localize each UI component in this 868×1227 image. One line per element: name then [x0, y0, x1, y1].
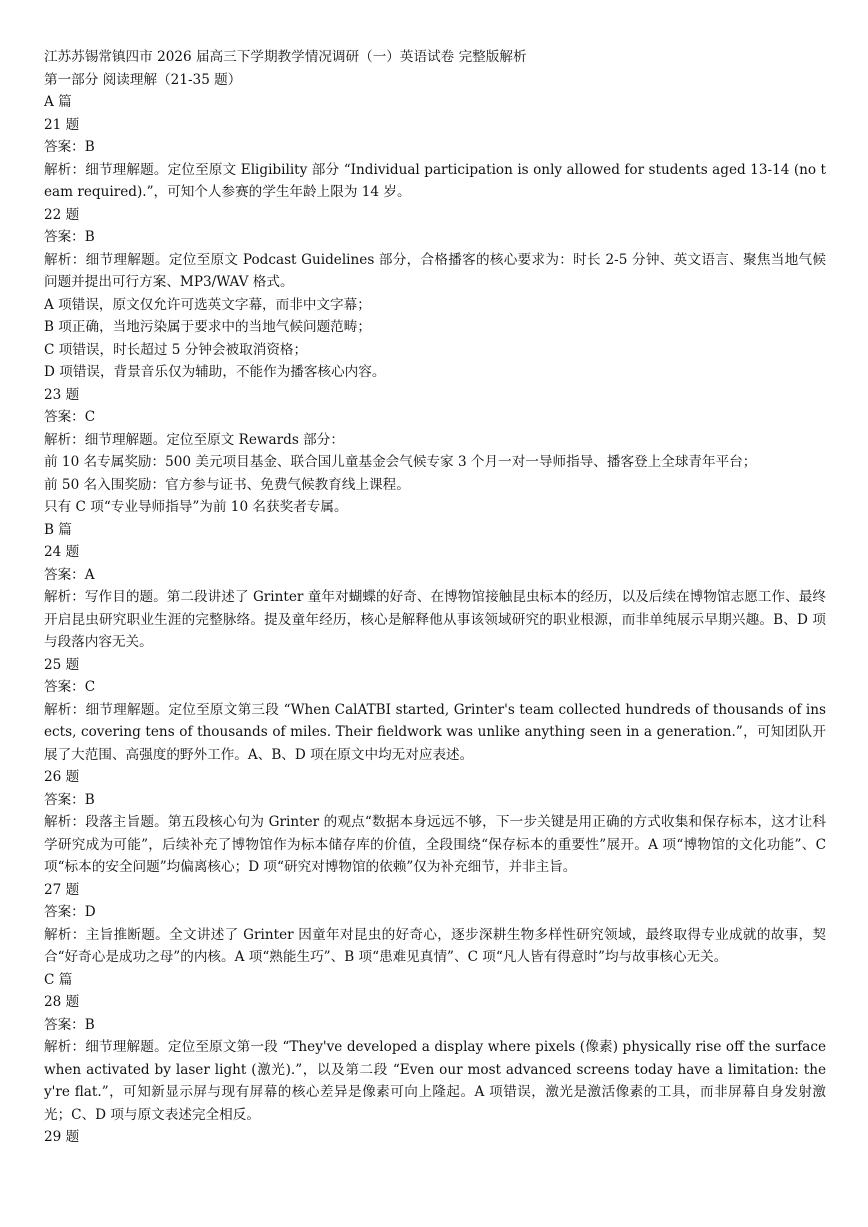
option-note: C 项错误，时长超过 5 分钟会被取消资格；	[44, 341, 308, 358]
document-title: 江苏苏锡常镇四市 2026 届高三下学期教学情况调研（一）英语试卷 完整版解析	[44, 49, 527, 65]
answer-line: 答案：B	[44, 791, 95, 808]
analysis-paragraph: 解析：细节理解题。定位至原文 Podcast Guidelines 部分，合格播客的核心要求为：时长 2-5 分钟、英文语言、聚焦当地气候问题并提出可行方案、MP3/WAV 格式。	[44, 251, 826, 290]
part-heading: 第一部分 阅读理解（21-35 题）	[44, 71, 242, 88]
question-number: 25 题	[44, 656, 80, 673]
question-number: 23 题	[44, 386, 80, 403]
reward-line: 前 10 名专属奖励：500 美元项目基金、联合国儿童基金会气候专家 3 个月一对一导师指导、播客登上全球青年平台；	[44, 454, 757, 470]
section-heading: A 篇	[44, 94, 72, 110]
option-note: B 项正确，当地污染属于要求中的当地气候问题范畴；	[44, 319, 371, 335]
option-note: D 项错误，背景音乐仅为辅助，不能作为播客核心内容。	[44, 364, 386, 380]
reward-line: 前 50 名入围奖励：官方参与证书、免费气候教育线上课程。	[44, 476, 410, 493]
analysis-paragraph: 解析：段落主旨题。第五段核心句为 Grinter 的观点“数据本身远远不够，下一步关键是用正确的方式收集和保存标本，这才让科学研究成为可能”，后续补充了博物馆作为标本储存库的价值，全段围绕“保存标本的重要性”展开。A 项“博物馆的文化功能”、C 项“标本的安全问题”均偏离核心；D 项“研究对博物馆的依赖”仅为补充细节，并非主旨。	[44, 814, 826, 875]
answer-line: 答案：B	[44, 229, 95, 245]
answer-line: 答案：B	[44, 139, 95, 155]
analysis-paragraph: 解析：细节理解题。定位至原文 Eligibility 部分 “Individual participation is only allowed for students aged 13-14 (no team required).”，可知个人参赛的学生年龄上限为 14 岁。	[44, 161, 826, 200]
section-heading: C 篇	[44, 971, 73, 988]
question-number: 28 题	[44, 994, 80, 1010]
conclusion-line: 只有 C 项“专业导师指导”为前 10 名获奖者专属。	[44, 499, 348, 515]
answer-line: 答案：C	[44, 679, 96, 695]
analysis-paragraph: 解析：写作目的题。第二段讲述了 Grinter 童年对蝴蝶的好奇、在博物馆接触昆虫标本的经历，以及后续在博物馆志愿工作、最终开启昆虫研究职业生涯的完整脉络。提及童年经历，核心是解释他从事该领域研究的职业根源，而非单纯展示早期兴趣。B、D 项与段落内容无关。	[44, 589, 826, 650]
question-number: 29 题	[44, 1129, 80, 1145]
question-number: 27 题	[44, 881, 80, 898]
question-number: 26 题	[44, 769, 80, 785]
answer-line: 答案：D	[44, 904, 96, 920]
analysis-paragraph: 解析：细节理解题。定位至原文 Rewards 部分：	[44, 431, 344, 448]
question-number: 22 题	[44, 206, 80, 223]
question-number: 21 题	[44, 116, 80, 133]
section-heading: B 篇	[44, 521, 72, 538]
analysis-paragraph: 解析：细节理解题。定位至原文第三段 “When CalATBI started, Grinter's team collected hundreds of thousands of insects, covering tens of thousands of miles. Their fieldwork was unlike anything seen in a generation.”，可知团队开展了大范围、高强度的野外工作。A、B、D 项在原文中均无对应表述。	[44, 701, 826, 763]
answer-line: 答案：B	[44, 1016, 95, 1033]
question-number: 24 题	[44, 544, 80, 560]
answer-line: 答案：C	[44, 409, 96, 425]
analysis-paragraph: 解析：主旨推断题。全文讲述了 Grinter 因童年对昆虫的好奇心，逐步深耕生物多样性研究领域，最终取得专业成就的故事，契合“好奇心是成功之母”的内核。A 项“熟能生巧”、B 项“患难见真情”、C 项“凡人皆有得意时”均与故事核心无关。	[44, 926, 826, 965]
option-note: A 项错误，原文仅允许可选英文字幕，而非中文字幕；	[44, 296, 371, 313]
answer-line: 答案：A	[44, 566, 95, 583]
analysis-paragraph: 解析：细节理解题。定位至原文第一段 “They've developed a display where pixels (像素) physically rise off the surface when activated by laser light (激光).”，以及第二段 “Even our most advanced screens today have a limitation: they're flat.”，可知新显示屏与现有屏幕的核心差异是像素可向上隆起。A 项错误，激光是激活像素的工具，而非屏幕自身发射激光；C、D 项与原文表述完全相反。	[44, 1039, 826, 1123]
